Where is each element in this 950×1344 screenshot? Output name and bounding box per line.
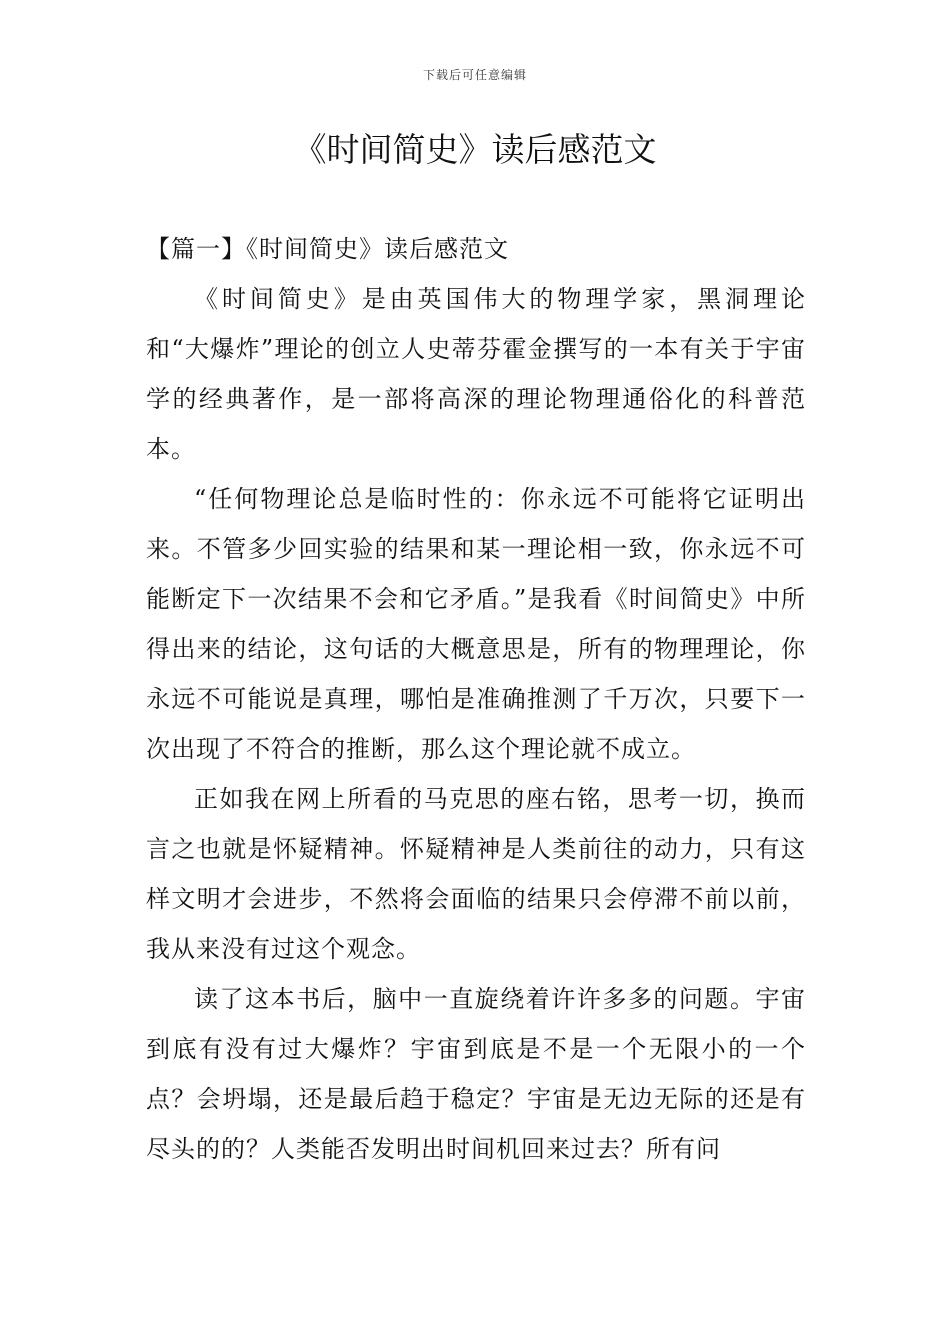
header-note: 下载后可任意编辑 [422, 68, 527, 82]
paragraph-1: 《时间简史》是由英国伟大的物理学家，黑洞理论和“大爆炸”理论的创立人史蒂芬霍金撰写的一本有关于宇宙学的经典著作，是一部将高深的理论物理通俗化的科普范本。 [146, 285, 806, 463]
paragraph-3: 正如我在网上所看的马克思的座右铭，思考一切，换而言之也就是怀疑精神。怀疑精神是人类前往的动力，只有这样文明才会进步，不然将会面临的结果只会停滞不前以前，我从来没有过这个观念。 [146, 785, 806, 963]
paragraph-4: 读了这本书后，脑中一直旋绕着许许多多的问题。宇宙到底有没有过大爆炸？宇宙到底是不是一个无限小的一个点？会坍塌，还是最后趋于稳定？宇宙是无边无际的还是有尽头的的？人类能否发明出时间机回来过去？所有问 [146, 985, 806, 1163]
document-title: 《时间简史》读后感范文 [293, 130, 657, 169]
paragraph-2: “任何物理论总是临时性的：你永远不可能将它证明出来。不管多少回实验的结果和某一理论相一致，你永远不可能断定下一次结果不会和它矛盾。”是我看《时间简史》中所得出来的结论，这句话的大概意思是，所有的物理理论，你永远不可能说是真理，哪怕是准确推测了千万次，只要下一次出现了不符合的推断，那么这个理论就不成立。 [146, 485, 806, 763]
document-body [146, 224, 806, 1174]
section-heading: 【篇一】《时间简史》读后感范文 [146, 235, 509, 263]
